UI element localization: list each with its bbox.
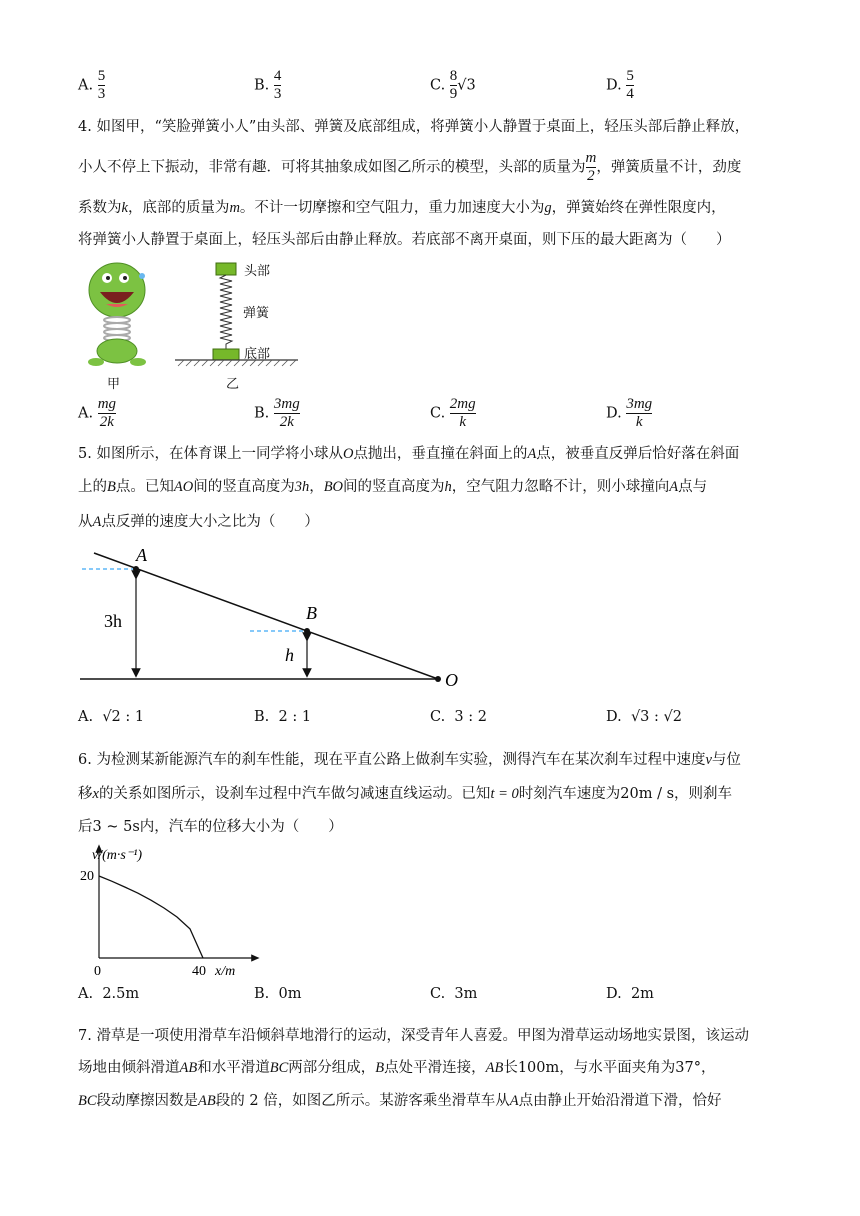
q4-option-a[interactable]: A. $\frac{mg}{2k}$ (78, 396, 117, 430)
ground-hatch (178, 360, 296, 366)
point-b (304, 628, 310, 634)
q4-option-b[interactable]: B. $\frac{3mg}{2k}$ (254, 396, 300, 430)
figure-label-jia: 甲 (107, 377, 121, 392)
option-letter: C. (430, 77, 446, 94)
q3-option-c[interactable] (430, 68, 476, 103)
q6-option-d[interactable]: D. 2m (606, 986, 654, 1002)
fraction: $\frac{3mg}{k}$ (626, 396, 653, 430)
fraction: $\frac{5}{3}$ (97, 68, 106, 102)
smiley-spring-toy-image (80, 256, 158, 371)
q4-line-2: 小人不停上下振动，非常有趣．可将其抽象成如图乙所示的模型，头部的质量为 $\frac{m}{2}$ ，弹簧质量不计，劲度 (78, 150, 742, 184)
y-axis-label: v/(m·s⁻¹) (92, 848, 143, 863)
x-tick-label: 40 (192, 964, 206, 979)
label-h: h (285, 645, 294, 665)
label-base: 底部 (244, 347, 271, 362)
spring-coil (220, 275, 232, 349)
option-letter: B. (254, 77, 270, 94)
q5-line-2: 上的B点。已知AO间的竖直高度为3h，BO间的竖直高度为h，空气阻力忽略不计，则小球撞向A点与 (78, 479, 708, 495)
y-tick-label: 20 (80, 869, 94, 884)
x-axis-label: x/m (215, 964, 236, 979)
option-letter: D. (606, 77, 622, 94)
label-head: 头部 (244, 264, 271, 279)
q5-option-b[interactable]: B. 2 : 1 (254, 709, 312, 725)
label-a: A (136, 545, 147, 565)
q5-line-1: 5. 如图所示，在体育课上一同学将小球从O点抛出，垂直撞在斜面上的A点，被垂直反弹后恰好落在斜面 (78, 446, 740, 462)
fraction: $\frac{8}{9}$ (449, 68, 458, 102)
head-mass-fraction: $\frac{m}{2}$ (585, 150, 597, 184)
q4-option-d[interactable]: D. $\frac{3mg}{k}$ (606, 396, 653, 430)
q6-option-c[interactable]: C. 3m (430, 986, 478, 1002)
q4-line-1: 4. 如图甲，“笑脸弹簧小人”由头部、弹簧及底部组成，将弹簧小人静置于桌面上，轻压头部后静止释放， (78, 119, 750, 135)
q6-line-3: 后3 ~ 5s内，汽车的位移大小为（ ） (78, 819, 343, 835)
q4-option-c[interactable]: C. $\frac{2mg}{k}$ (430, 396, 476, 430)
figure-label-yi: 乙 (226, 377, 240, 392)
q6-option-a[interactable]: A. 2.5m (78, 986, 140, 1002)
label-spring: 弹簧 (243, 306, 270, 321)
q6-line-2: 移x的关系如图所示，设刹车过程中汽车做匀减速直线运动。已知t = 0时刻汽车速度为20m / s，则刹车 (78, 786, 733, 802)
q5-option-c[interactable]: C. 3 : 2 (430, 709, 487, 725)
v-x-chart (76, 840, 276, 980)
label-o: O (445, 670, 458, 690)
q7-line-2: 场地由倾斜滑道AB和水平滑道BC两部分组成，B点处平滑连接，AB长100m，与水平面夹角为37°， (78, 1060, 716, 1076)
q5-option-d[interactable]: D. √3 : √2 (606, 709, 682, 725)
incline-diagram (76, 543, 471, 693)
q7-line-1: 7. 滑草是一项使用滑草车沿倾斜草地滑行的运动，深受青年人喜爱。甲图为滑草运动场地实景图，该运动 (78, 1028, 749, 1044)
label-b: B (306, 603, 317, 623)
q3-option-a[interactable] (78, 68, 105, 103)
q6-line-1: 6. 为检测某新能源汽车的刹车性能，现在平直公路上做刹车实验，测得汽车在某次刹车过程中速度v与位 (78, 752, 741, 768)
label-3h: 3h (104, 611, 122, 631)
fraction: $\frac{2mg}{k}$ (449, 396, 476, 430)
head-block (216, 263, 236, 275)
incline-line (94, 553, 438, 679)
q5-line-3: 从A点反弹的速度大小之比为（ ） (78, 514, 319, 530)
q5-option-a[interactable]: A. √2 : 1 (78, 709, 145, 725)
series-line (99, 876, 203, 958)
origin-tick-label: 0 (94, 964, 101, 979)
fraction: $\frac{3mg}{2k}$ (273, 396, 300, 430)
fraction: $\frac{4}{3}$ (273, 68, 282, 102)
point-o (435, 676, 441, 682)
q4-line-4: 将弹簧小人静置于桌面上，轻压头部后由静止释放。若底部不离开桌面，则下压的最大距离为（ ） (78, 232, 731, 248)
q3-option-d[interactable] (606, 68, 634, 103)
fraction: $\frac{5}{4}$ (626, 68, 634, 102)
q7-line-3: BC段动摩擦因数是AB段的 2 倍，如图乙所示。某游客乘坐滑草车从A点由静止开始沿滑道下滑，恰好 (78, 1093, 722, 1109)
q3-option-b[interactable] (254, 68, 281, 103)
spring-model-diagram (170, 258, 310, 374)
option-letter: A. (78, 77, 94, 94)
fraction: $\frac{mg}{2k}$ (97, 396, 117, 430)
base-block (213, 349, 239, 360)
q4-line-3: 系数为k，底部的质量为m。不计一切摩擦和空气阻力，重力加速度大小为g，弹簧始终在弹性限度内， (78, 200, 726, 216)
sqrt-term: √3 (457, 77, 476, 94)
point-a (133, 566, 139, 572)
q6-option-b[interactable]: B. 0m (254, 986, 302, 1002)
